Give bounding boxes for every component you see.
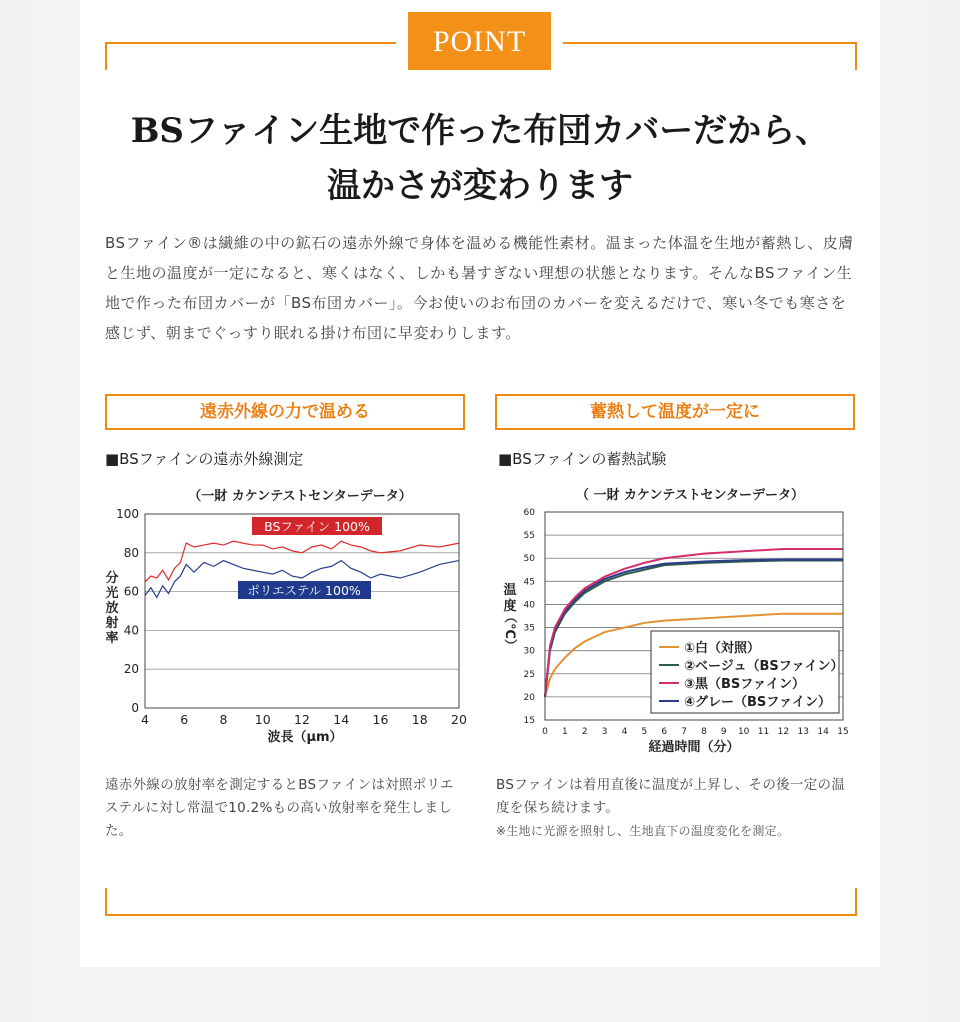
- y-tick-label: 15: [523, 716, 535, 726]
- heat-storage-chart: [495, 480, 860, 762]
- x-tick-label: 12: [294, 712, 310, 727]
- y-axis-label-char: 放: [105, 601, 119, 616]
- emissivity-plot-frame: [145, 514, 459, 708]
- point-badge: POINT: [408, 12, 551, 70]
- x-tick-label: 8: [701, 727, 707, 737]
- x-tick-label: 5: [641, 727, 648, 737]
- right-description: BSファインは着用直後に温度が上昇し、その後一定の温度を保ち続けます。: [496, 777, 846, 816]
- left-subheading: ■BSファインの遠赤外線測定: [105, 450, 304, 468]
- polyester-legend-label: ポリエステル 100%: [247, 583, 361, 598]
- y-tick-label: 50: [523, 554, 535, 565]
- x-tick-label: 8: [219, 712, 228, 727]
- y-tick-label: 0: [131, 701, 139, 715]
- y-tick-label: 35: [523, 623, 535, 634]
- title-line-2: 温かさが変わります: [327, 166, 633, 206]
- x-tick-label: 10: [737, 727, 750, 737]
- y-axis-label-char: 射: [105, 616, 119, 631]
- emissivity-x-axis-label: 波長（μm）: [267, 730, 343, 745]
- emissivity-chart-title: （一財 カケンテストセンターデータ）: [188, 489, 412, 504]
- heat-storage-y-axis-label: [502, 582, 518, 652]
- y-tick-label: 25: [523, 669, 535, 680]
- y-axis-label-char: 分: [105, 571, 119, 586]
- measurement-note: ※生地に光源を照射し、生地直下の温度変化を測定。: [496, 824, 790, 838]
- y-tick-label: 80: [123, 545, 139, 560]
- x-tick-label: 16: [372, 712, 389, 727]
- heat-storage-legend: [651, 631, 844, 713]
- x-tick-label: 4: [141, 712, 149, 727]
- emissivity-chart: [100, 480, 470, 750]
- y-axis-label-char: 温: [503, 583, 517, 598]
- x-tick-label: 4: [621, 727, 628, 737]
- bs-fine-legend-label: BSファイン 100%: [264, 519, 370, 534]
- y-tick-label: 60: [523, 508, 535, 518]
- y-tick-label: 30: [523, 646, 535, 657]
- y-tick-label: 20: [523, 692, 535, 703]
- x-tick-label: 6: [180, 712, 189, 727]
- x-tick-label: 1: [561, 727, 568, 737]
- y-tick-label: 40: [123, 623, 139, 638]
- page-title: [80, 104, 880, 214]
- heat-storage-x-axis-label: 経過時間（分）: [648, 740, 740, 755]
- series-line-1: [145, 541, 459, 582]
- emissivity-y-axis-label: [105, 570, 118, 646]
- x-tick-label: 14: [333, 712, 350, 727]
- x-tick-label: 2: [581, 727, 588, 737]
- x-tick-label: 3: [601, 727, 608, 737]
- x-tick-label: 20: [451, 712, 467, 727]
- x-tick-label: 0: [542, 727, 548, 737]
- x-tick-label: 15: [837, 727, 849, 737]
- y-tick-label: 60: [123, 584, 139, 599]
- intro-paragraph: BSファイン®は繊維の中の鉱石の遠赤外線で身体を温める機能性素材。温まった体温を生地が蓄熱し、皮膚と生地の温度が一定になると、寒くはなく、しかも暑すぎない理想の状態となります。そんなBSファイン生地で作った布団カバーが「BS布団カバー」。今お使いのお布団のカバーを変えるだけで、寒い冬でも寒さを感じず、朝までぐっすり眠れる掛け布団に早変わりします。: [105, 234, 854, 342]
- x-tick-label: 18: [411, 712, 428, 727]
- legend-label: ①白（対照）: [684, 641, 761, 656]
- right-section-heading: 蓄熱して温度が一定に: [495, 394, 855, 430]
- x-tick-label: 12: [777, 727, 790, 737]
- y-tick-label: 55: [523, 531, 535, 542]
- right-description-block: [496, 774, 858, 843]
- legend-label: ③黒（BSファイン）: [684, 677, 806, 692]
- y-tick-label: 100: [116, 507, 139, 521]
- right-subheading: ■BSファインの蓄熱試験: [498, 450, 667, 468]
- emissivity-tick-labels: [116, 507, 467, 727]
- x-tick-label: 9: [720, 727, 727, 737]
- y-tick-label: 20: [123, 662, 139, 677]
- x-tick-label: 11: [757, 727, 770, 737]
- y-tick-label: 45: [523, 577, 535, 588]
- y-axis-label-char: 率: [105, 631, 119, 646]
- heat-storage-chart-title: （ 一財 カケンテストセンターデータ）: [576, 488, 804, 503]
- legend-label: ④グレー（BSファイン）: [684, 695, 832, 710]
- left-section-heading: 遠赤外線の力で温める: [105, 394, 465, 430]
- x-tick-label: 6: [661, 727, 668, 737]
- x-tick-label: 14: [817, 727, 829, 737]
- y-axis-label-unit: （℃）: [502, 610, 517, 652]
- x-tick-label: 13: [797, 727, 809, 737]
- y-tick-label: 40: [523, 600, 535, 611]
- x-tick-label: 10: [254, 712, 271, 727]
- title-line-1: BSファイン生地で作った布団カバーだから、: [130, 111, 830, 151]
- legend-label: ②ベージュ（BSファイン）: [684, 659, 844, 674]
- left-description: 遠赤外線の放射率を測定するとBSファインは対照ポリエステルに対し常温で10.2%もの高い放射率を発生しました。: [105, 777, 454, 839]
- y-axis-label-char: 光: [105, 586, 119, 601]
- x-tick-label: 7: [681, 727, 687, 737]
- frame-bottom-border: [105, 888, 857, 916]
- y-axis-label-char: 度: [503, 599, 517, 614]
